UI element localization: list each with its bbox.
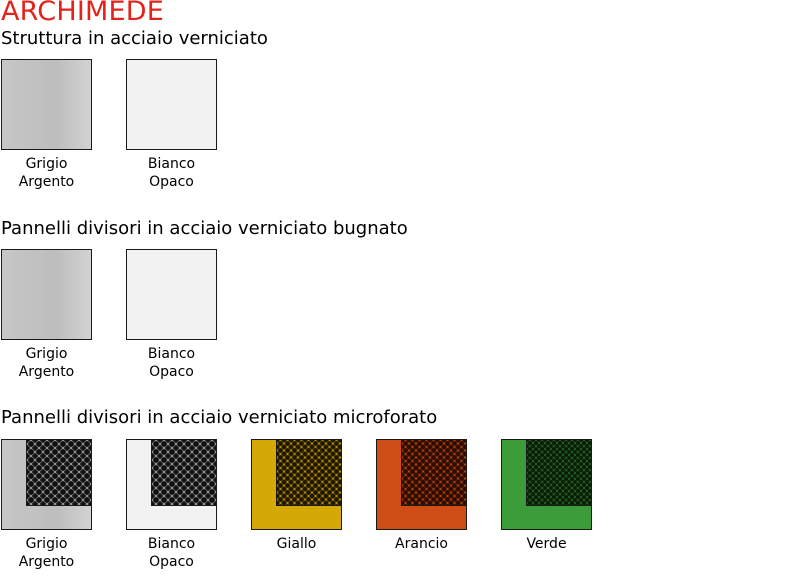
section-heading-bugnato: Pannelli divisori in acciaio verniciato bugnato [1,218,408,239]
perforated-pattern [526,440,592,506]
swatch-label-bugnato-grigio-argento [1,345,92,381]
swatch-label-line1: Verde [526,536,567,552]
swatch-label-microforato-giallo [251,535,342,553]
swatch-microforato-verde[interactable] [501,439,592,530]
swatch-microforato-giallo[interactable] [251,439,342,530]
swatch-label-line2: Argento [18,554,75,570]
swatch-struttura-grigio-argento[interactable] [1,59,92,150]
page-title: ARCHIMEDE [1,0,165,27]
swatch-label-line2: Argento [18,174,75,190]
swatch-struttura-bianco-opaco[interactable] [126,59,217,150]
swatch-label-line1: Grigio [25,156,68,172]
swatch-microforato-arancio[interactable] [376,439,467,530]
swatch-bugnato-bianco-opaco[interactable] [126,249,217,340]
section-heading-struttura: Struttura in acciaio verniciato [1,28,268,49]
swatch-label-line1: Grigio [25,346,68,362]
swatch-label-line1: Giallo [276,536,317,552]
perforated-pattern [276,440,342,506]
swatch-label-struttura-bianco-opaco [126,155,217,191]
swatch-label-line2: Opaco [149,364,194,380]
swatch-label-line1: Arancio [395,536,448,552]
swatch-microforato-bianco-opaco[interactable] [126,439,217,530]
swatch-label-line2: Opaco [149,174,194,190]
swatch-label-line1: Bianco [147,156,196,172]
swatch-microforato-grigio-argento[interactable] [1,439,92,530]
swatch-label-microforato-bianco-opaco [126,535,217,571]
swatch-label-line1: Grigio [25,536,68,552]
perforated-pattern [26,440,92,506]
swatch-label-microforato-arancio [376,535,467,553]
swatch-label-struttura-grigio-argento [1,155,92,191]
perforated-pattern [401,440,467,506]
swatch-label-line1: Bianco [147,536,196,552]
swatch-label-line1: Bianco [147,346,196,362]
swatch-label-bugnato-bianco-opaco [126,345,217,381]
swatch-bugnato-grigio-argento[interactable] [1,249,92,340]
swatch-label-line2: Opaco [149,554,194,570]
swatch-label-microforato-verde [501,535,592,553]
swatch-label-microforato-grigio-argento [1,535,92,571]
perforated-pattern [151,440,217,506]
swatch-label-line2: Argento [18,364,75,380]
section-heading-microforato: Pannelli divisori in acciaio verniciato microforato [1,407,438,428]
